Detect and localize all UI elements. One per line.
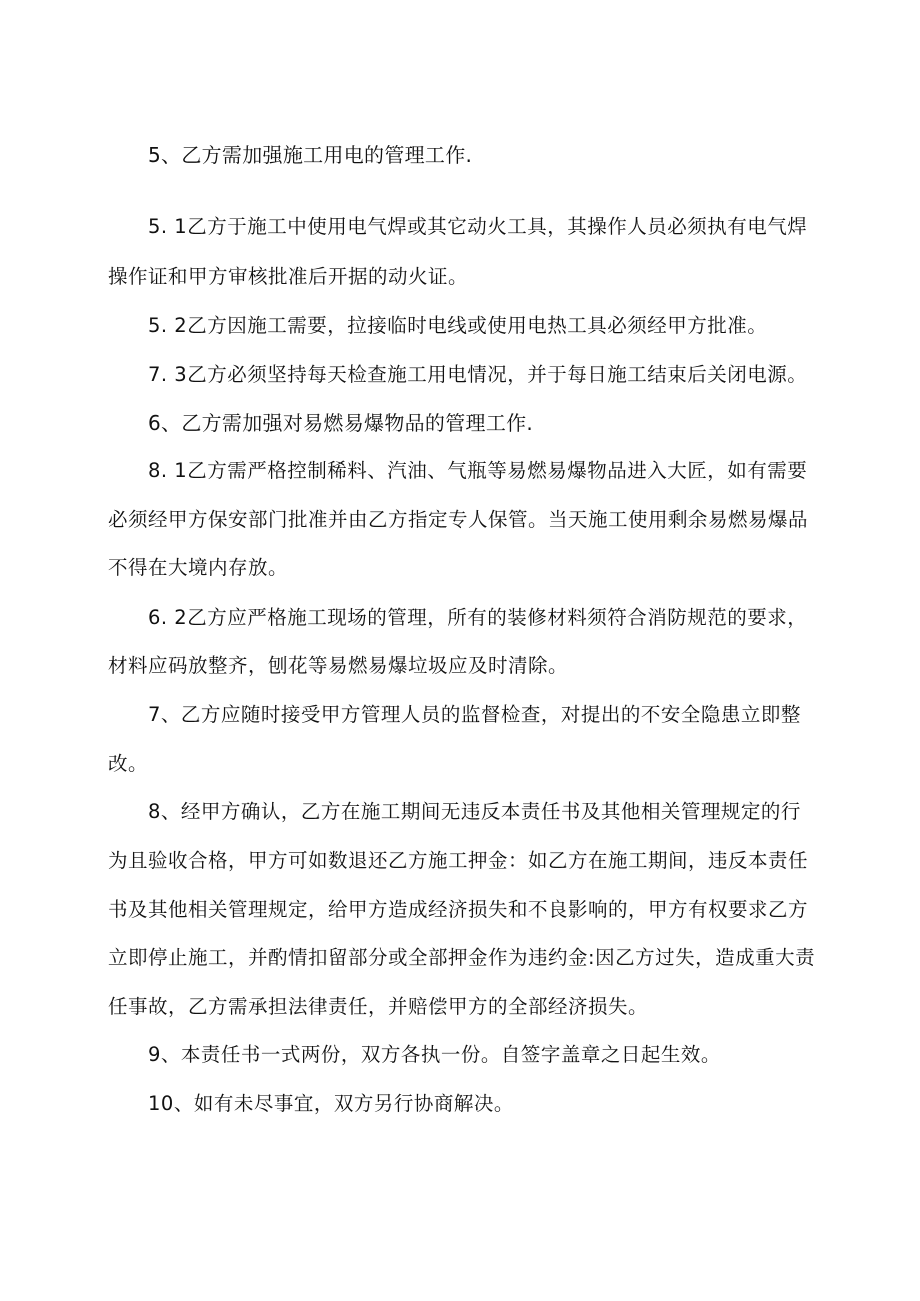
clause-5-2: 5. 2乙方因施工需要，拉接临时电线或使用电热工具必须经甲方批准。 bbox=[148, 314, 768, 337]
clause-8-line-1: 8、经甲方确认，乙方在施工期间无违反本责任书及其他相关管理规定的行 bbox=[148, 800, 801, 823]
clause-6-2-line-2: 材料应码放整齐，刨花等易燃易爆垃圾应及时清除。 bbox=[108, 654, 569, 677]
clause-5-1-line-1: 5. 1乙方于施工中使用电气焊或其它动火工具，其操作人员必须执有电气焊 bbox=[148, 215, 808, 238]
section-6-heading: 6、乙方需加强对易燃易爆物品的管理工作. bbox=[148, 411, 534, 435]
clause-7-line-2: 改。 bbox=[108, 752, 149, 775]
clause-6-2-line-1: 6. 2乙方应严格施工现场的管理，所有的装修材料须符合消防规范的要求， bbox=[148, 606, 808, 629]
clause-9: 9、本责任书一式两份，双方各执一份。自签字盖章之日起生效。 bbox=[148, 1043, 721, 1066]
clause-10: 10、如有未尽事宜，双方另行协商解决。 bbox=[148, 1092, 514, 1115]
clause-8-line-2: 为且验收合格，甲方可如数退还乙方施工押金：如乙方在施工期间，违反本责任 bbox=[108, 849, 809, 872]
clause-8-line-3: 书及其他相关管理规定，给甲方造成经济损失和不良影响的，甲方有权要求乙方 bbox=[108, 898, 809, 921]
clause-6-1-line-3: 不得在大境内存放。 bbox=[108, 556, 289, 579]
clause-6-1-line-2: 必须经甲方保安部门批准并由乙方指定专人保管。当天施工使用剩余易燃易爆品 bbox=[108, 508, 809, 531]
clause-6-1-line-1: 8. 1乙方需严格控制稀料、汽油、气瓶等易燃易爆物品进入大匠，如有需要 bbox=[148, 459, 808, 482]
clause-8-line-4: 立即停止施工，并酌情扣留部分或全部押金作为违约金:因乙方过失，造成重大责 bbox=[108, 946, 816, 969]
clause-7-line-1: 7、乙方应随时接受甲方管理人员的监督检查，对提出的不安全隐患立即整 bbox=[148, 703, 801, 726]
clause-5-3: 7. 3乙方必须坚持每天检查施工用电情况，并于每日施工结束后关闭电源。 bbox=[148, 363, 808, 386]
section-5-heading: 5、乙方需加强施工用电的管理工作. bbox=[148, 143, 473, 167]
clause-5-1-line-2: 操作证和甲方审核批准后开据的动火证。 bbox=[108, 265, 469, 288]
clause-8-line-5: 任事故，乙方需承担法律责任，并赔偿甲方的全部经济损失。 bbox=[108, 995, 649, 1018]
